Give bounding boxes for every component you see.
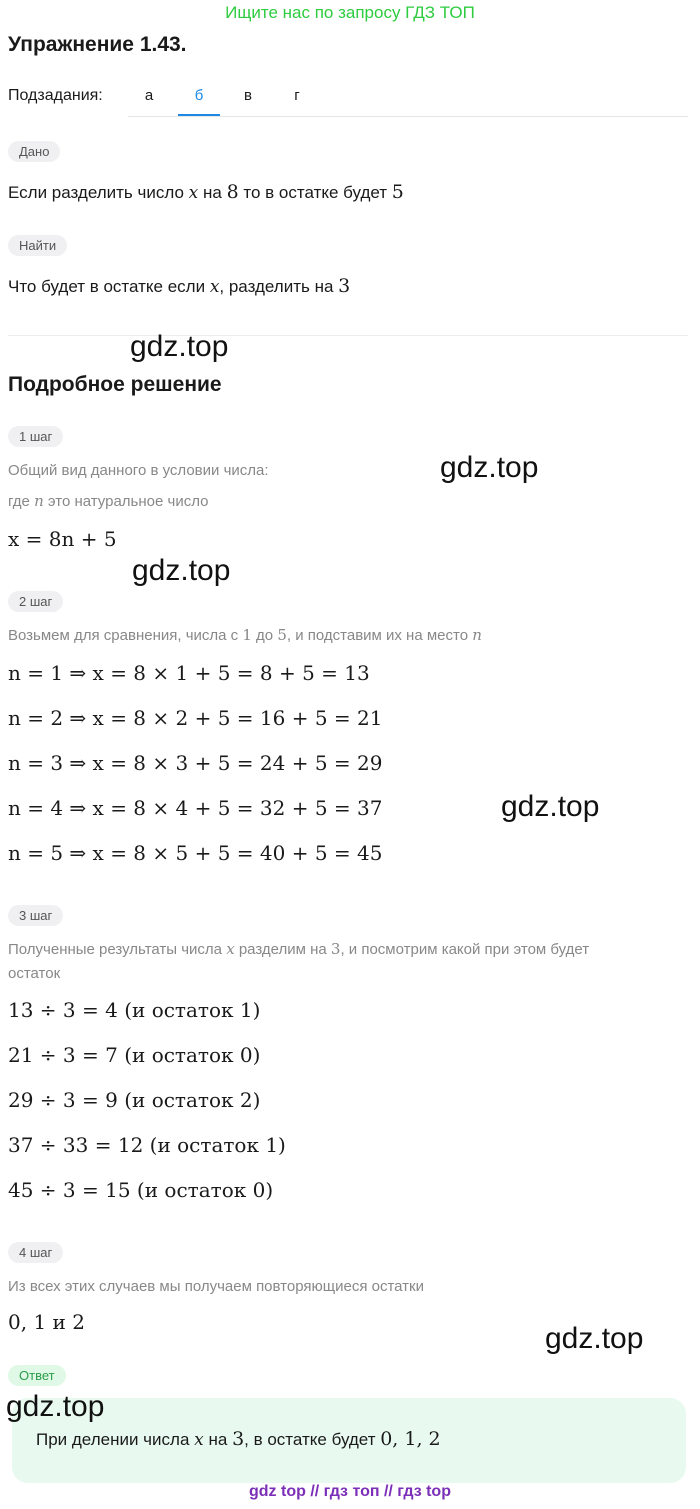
find-text: Что будет в остатке если x, разделить на 3 xyxy=(8,275,351,297)
tab-a[interactable]: а xyxy=(144,87,154,104)
given-pill: Дано xyxy=(8,141,60,162)
watermark: gdz.top xyxy=(545,1322,644,1355)
step-3-text: Полученные результаты числа x разделим на 3, и посмотрим какой при этом будет xyxy=(8,940,590,958)
step-3-equation: 45 ÷ 3 = 15 (и остаток 0) xyxy=(8,1178,274,1202)
subtask-tabs xyxy=(128,80,688,117)
search-banner: Ищите нас по запросу ГДЗ ТОП xyxy=(225,3,475,22)
footer-links[interactable]: gdz top // гдз топ // гдз top xyxy=(249,1483,451,1500)
step-3-equation: 37 ÷ 33 = 12 (и остаток 1) xyxy=(8,1133,286,1157)
tab-b[interactable]: б xyxy=(178,80,220,116)
step-4 xyxy=(8,1242,63,1263)
given-text: Если разделить число x на 8 то в остатке будет 5 xyxy=(8,181,404,203)
watermark: gdz.top xyxy=(501,790,600,823)
step-1-pill: 1 шаг xyxy=(8,426,63,447)
step-1-line1: Общий вид данного в условии числа: xyxy=(8,462,269,479)
step-3-equation: 29 ÷ 3 = 9 (и остаток 2) xyxy=(8,1088,261,1112)
step-2-equation: n = 1 ⇒ x = 8 × 1 + 5 = 8 + 5 = 13 xyxy=(8,661,370,685)
tab-v[interactable]: в xyxy=(244,87,252,104)
solution-title: Подробное решение xyxy=(8,373,222,396)
tab-g[interactable]: г xyxy=(294,87,300,104)
watermark: gdz.top xyxy=(132,554,231,587)
step-1-equation: x = 8n + 5 xyxy=(8,527,117,551)
step-2-equation: n = 3 ⇒ x = 8 × 3 + 5 = 24 + 5 = 29 xyxy=(8,751,383,775)
subtasks-label: Подзадания: xyxy=(8,87,103,104)
step-4-pill: 4 шаг xyxy=(8,1242,63,1263)
page-title: Упражнение 1.43. xyxy=(8,33,187,56)
step-4-text: Из всех этих случаев мы получаем повторяющиеся остатки xyxy=(8,1278,424,1295)
step-3-equation: 13 ÷ 3 = 4 (и остаток 1) xyxy=(8,998,261,1022)
given-section xyxy=(8,141,60,162)
step-2-pill: 2 шаг xyxy=(8,591,63,612)
step-2-equation: n = 5 ⇒ x = 8 × 5 + 5 = 40 + 5 = 45 xyxy=(8,841,383,865)
answer-label xyxy=(8,1365,66,1386)
step-3-text-cont: остаток xyxy=(8,965,61,982)
step-1-line2: где n это натуральное число xyxy=(8,492,209,510)
step-4-equation: 0, 1 и 2 xyxy=(8,1310,85,1334)
find-pill: Найти xyxy=(8,235,67,256)
find-section xyxy=(8,235,67,256)
step-3 xyxy=(8,905,63,926)
step-2-text: Возьмем для сравнения, числа с 1 до 5, и подставим их на место n xyxy=(8,626,482,644)
answer-pill: Ответ xyxy=(8,1365,66,1386)
step-2 xyxy=(8,591,63,612)
step-3-equation: 21 ÷ 3 = 7 (и остаток 0) xyxy=(8,1043,261,1067)
section-divider xyxy=(8,335,688,336)
step-1 xyxy=(8,426,63,447)
step-2-equation: n = 2 ⇒ x = 8 × 2 + 5 = 16 + 5 = 21 xyxy=(8,706,383,730)
watermark: gdz.top xyxy=(130,330,229,363)
answer-text: При делении числа x на 3, в остатке будет 0, 1, 2 xyxy=(36,1428,441,1450)
step-2-equation: n = 4 ⇒ x = 8 × 4 + 5 = 32 + 5 = 37 xyxy=(8,796,383,820)
step-3-pill: 3 шаг xyxy=(8,905,63,926)
watermark: gdz.top xyxy=(6,1390,105,1423)
watermark: gdz.top xyxy=(440,451,539,484)
